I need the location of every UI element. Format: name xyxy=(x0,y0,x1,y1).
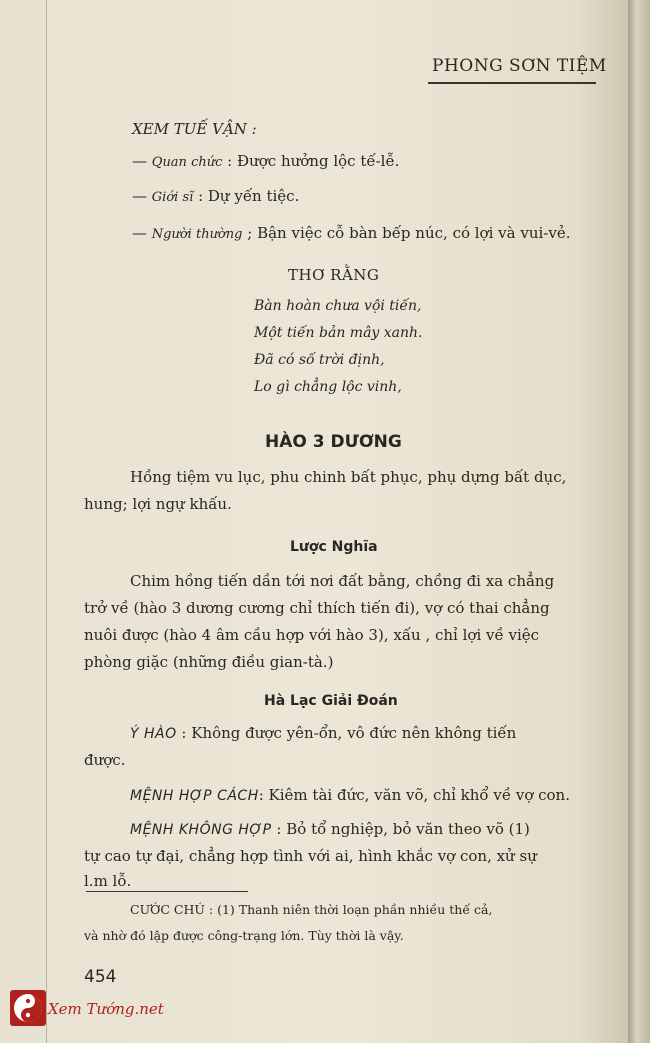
luoc-nghia-line: phòng giặc (những điều gian-tà.) xyxy=(84,653,334,671)
page-number: 454 xyxy=(84,967,117,987)
tue-van-item-nguoi-thuong xyxy=(132,224,570,242)
menh-khong-hop-label: MỆNH KHÔNG HỢP xyxy=(130,822,272,838)
poem-line: Một tiến bản mây xanh. xyxy=(254,325,423,341)
item-text: : Được hưởng lộc tế-lễ. xyxy=(227,152,400,170)
item-label: Người thường xyxy=(151,227,243,242)
poem-line: Lo gì chẳng lộc vinh, xyxy=(254,379,402,395)
tue-van-item-quan-chuc xyxy=(132,152,399,170)
menh-hop-cach-label: MỆNH HỢP CÁCH xyxy=(130,788,259,804)
ha-lac-heading: Hà Lạc Giải Đoán xyxy=(264,693,398,709)
luoc-nghia-line: nuôi được (hào 4 âm cầu hợp với hào 3), xấu , chỉ lợi về việc xyxy=(84,626,540,644)
item-dash: — xyxy=(132,187,147,205)
page-edge xyxy=(628,0,650,1043)
menh-khong-hop-line xyxy=(130,820,530,838)
luoc-nghia-line: Chim hồng tiến dần tới nơi đất bằng, chồng đi xa chẳng xyxy=(130,572,555,590)
header-rule xyxy=(428,82,596,84)
y-hao-continuation: được. xyxy=(84,751,126,769)
item-label: Giới sĩ xyxy=(151,190,194,205)
yin-yang-icon xyxy=(10,990,46,1026)
y-hao-label: Ý HÀO xyxy=(130,726,177,742)
y-hao-line xyxy=(130,724,516,742)
footnote-label: CƯỚC CHÚ : xyxy=(130,902,214,917)
y-hao-text: : Không được yên-ổn, vô đức nên không tiến xyxy=(181,724,517,742)
menh-khong-hop-continuation: l.m lỗ. xyxy=(84,872,132,890)
footnote-rule xyxy=(86,891,248,892)
menh-hop-cach-text: : Kiêm tài đức, văn võ, chỉ khổ về vợ con. xyxy=(258,786,570,804)
hao-intro-line: hung; lợi ngự khấu. xyxy=(84,495,232,513)
item-dash: — xyxy=(132,152,147,170)
menh-khong-hop-text: : Bỏ tổ nghiệp, bỏ văn theo võ (1) xyxy=(276,820,530,838)
watermark-text: Xem Tướng.net xyxy=(48,1000,164,1018)
footnote-text: (1) Thanh niên thời loạn phần nhiều thế cả, xyxy=(217,902,493,917)
running-header: PHONG SƠN TIỆM xyxy=(432,56,607,76)
item-text: : Dự yến tiệc. xyxy=(198,187,300,205)
item-text: ; Bận việc cỗ bàn bếp núc, có lợi và vui-vẻ. xyxy=(247,224,571,242)
hao-intro-line: Hồng tiệm vu lục, phu chinh bất phục, phụ dựng bất dục, xyxy=(130,468,567,486)
poem-line: Đã có số trời định, xyxy=(254,352,385,368)
item-label: Quan chức xyxy=(151,155,223,170)
tue-van-item-gioi-si xyxy=(132,187,299,205)
poem-line: Bàn hoàn chưa vội tiến, xyxy=(254,298,422,314)
item-dash: — xyxy=(132,224,147,242)
poem-heading: THƠ RẰNG xyxy=(288,266,380,284)
luoc-nghia-heading: Lược Nghĩa xyxy=(290,539,378,555)
page-gutter-line xyxy=(46,0,47,1043)
menh-khong-hop-continuation: tự cao tự đại, chẳng hợp tình với ai, hình khắc vợ con, xử sự xyxy=(84,847,537,865)
footnote-line xyxy=(130,902,492,917)
tue-van-heading: XEM TUẾ VẬN : xyxy=(132,120,257,138)
hao-heading: HÀO 3 DƯƠNG xyxy=(265,432,402,452)
menh-hop-cach-line xyxy=(130,786,570,804)
footnote-continuation: và nhờ đó lập được công-trạng lớn. Tùy thời là vậy. xyxy=(84,928,404,943)
luoc-nghia-line: trở về (hào 3 dương cương chỉ thích tiến đi), vợ có thai chẳng xyxy=(84,599,550,617)
